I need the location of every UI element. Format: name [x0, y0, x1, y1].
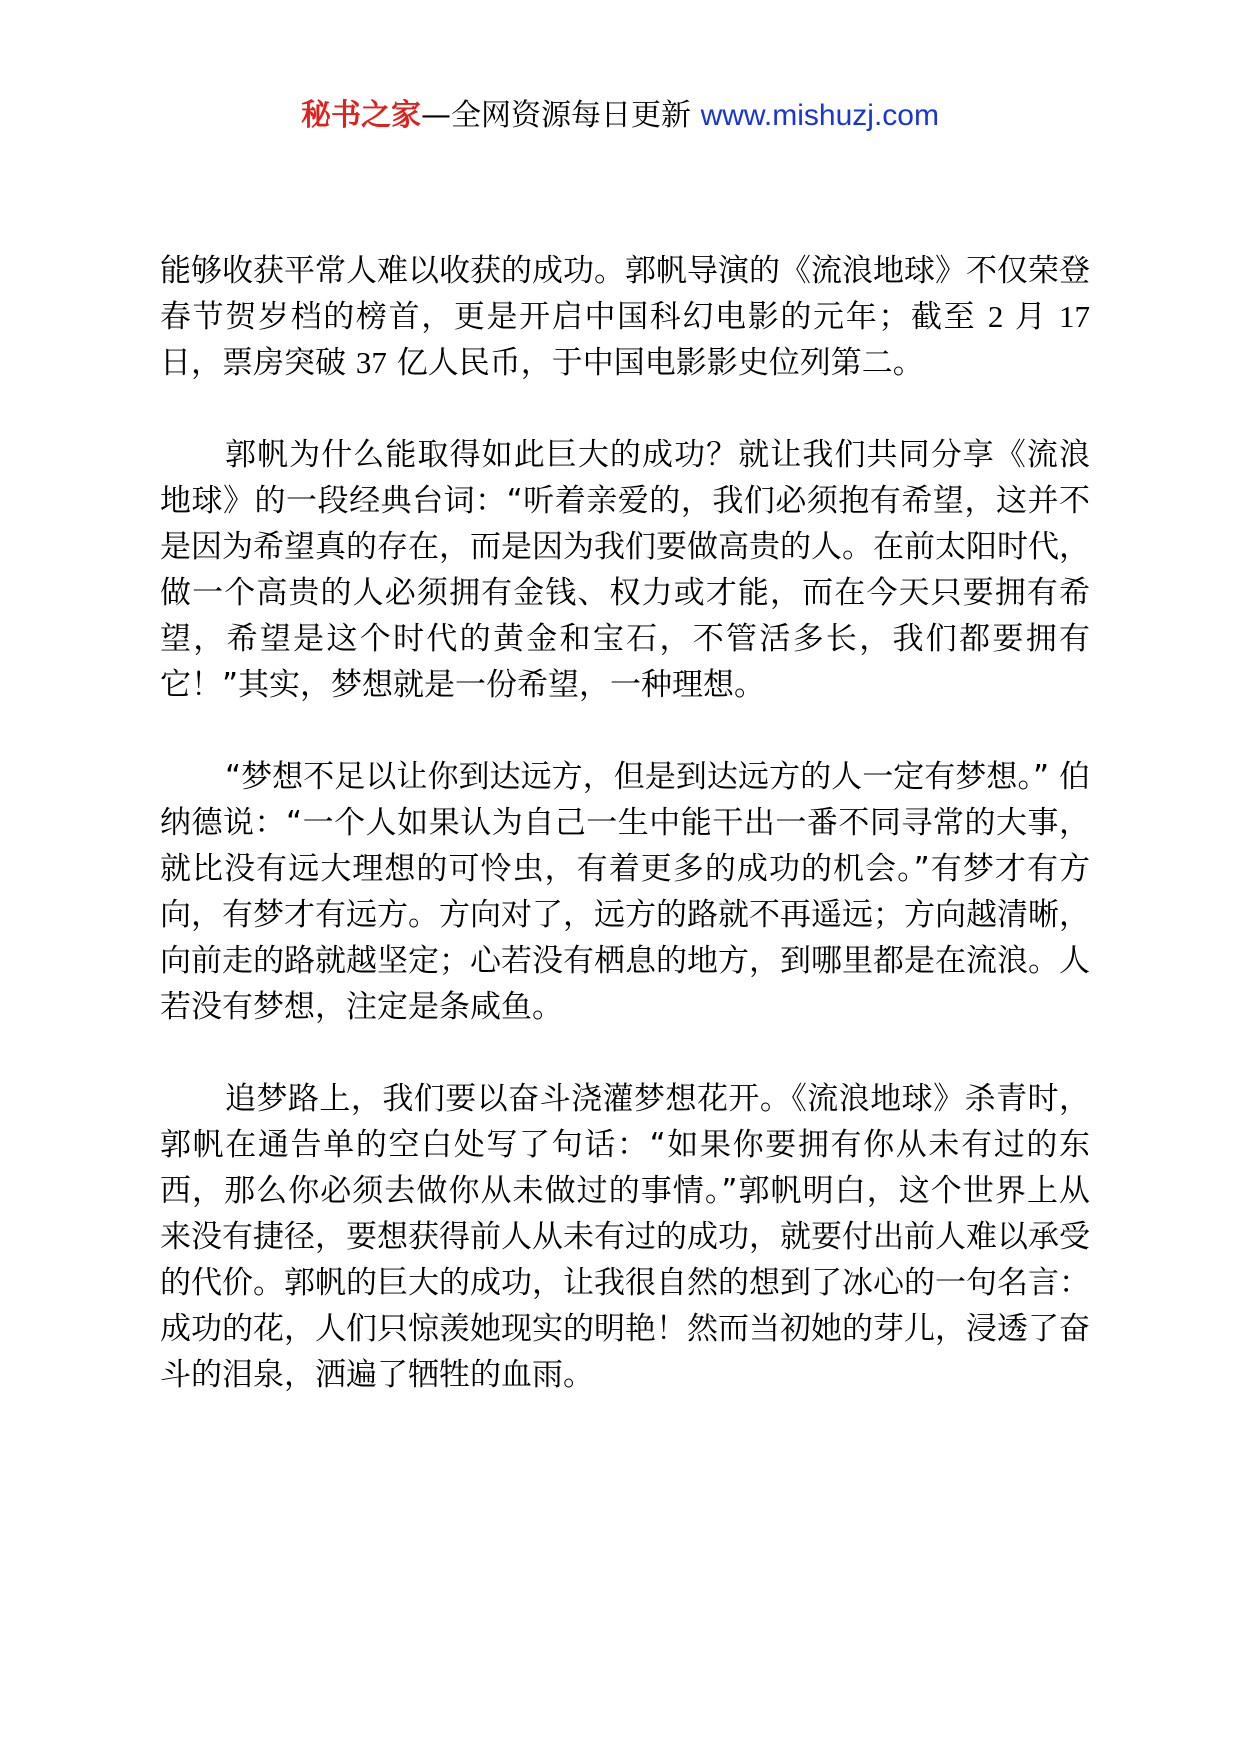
paragraph-2: 郭帆为什么能取得如此巨大的成功？就让我们共同分享《流浪地球》的一段经典台词：“听着亲爱的，我们必须抱有希望，这并不是因为希望真的存在，而是因为我们要做高贵的人。在前太阳时代，做一个高贵的人必须拥有金钱、权力或才能，而在今天只要拥有希望，希望是这个时代的黄金和宝石，不管活多长，我们都要拥有它！”其实，梦想就是一份希望，一种理想。 [160, 437, 1090, 703]
brand-name: 秘书之家 [301, 98, 422, 133]
header-tagline: —全网资源每日更新 [421, 98, 701, 133]
page-header [0, 96, 1240, 136]
paragraph-1-text-d: 亿人民币，于中国电影影史位列第二。 [386, 345, 924, 381]
paragraph-1-box-office: 37 [355, 345, 387, 380]
paragraph-3: “梦想不足以让你到达远方，但是到达远方的人一定有梦想。” 伯纳德说：“一个人如果认为自己一生中能干出一番不同寻常的大事，就比没有远大理想的可怜虫，有着更多的成功的机会。”有梦才有方向，有梦才有远方。方向对了，远方的路就不再遥远；方向越清晰，向前走的路就越坚定；心若没有栖息的地方，到哪里都是在流浪。人若没有梦想，注定是条咸鱼。 [160, 759, 1090, 1025]
paragraph-1-month: 2 [987, 299, 1004, 334]
article-body [160, 248, 1090, 1444]
site-url-link[interactable]: www.mishuzj.com [700, 99, 939, 132]
paragraph-1 [160, 248, 1090, 386]
paragraph-1-text-a: 能够收获平常人难以收获的成功。郭帆导演的《流浪地球》不仅荣登春节贺岁档的榜首，更是开启中国科幻电影的元年；截至 [160, 253, 1090, 335]
paragraph-1-text-b: 月 [1003, 299, 1059, 335]
paragraph-1-text-c: 日，票房突破 [160, 345, 356, 381]
paragraph-1-day: 17 [1059, 299, 1090, 334]
paragraph-4: 追梦路上，我们要以奋斗浇灌梦想花开。《流浪地球》杀青时，郭帆在通告单的空白处写了句话：“如果你要拥有你从未有过的东西，那么你必须去做你从未做过的事情。”郭帆明白，这个世界上从来没有捷径，要想获得前人从未有过的成功，就要付出前人难以承受的代价。郭帆的巨大的成功，让我很自然的想到了冰心的一句名言：成功的花，人们只惊羡她现实的明艳！然而当初她的芽儿，浸透了奋斗的泪泉，洒遍了牺牲的血雨。 [160, 1081, 1090, 1393]
